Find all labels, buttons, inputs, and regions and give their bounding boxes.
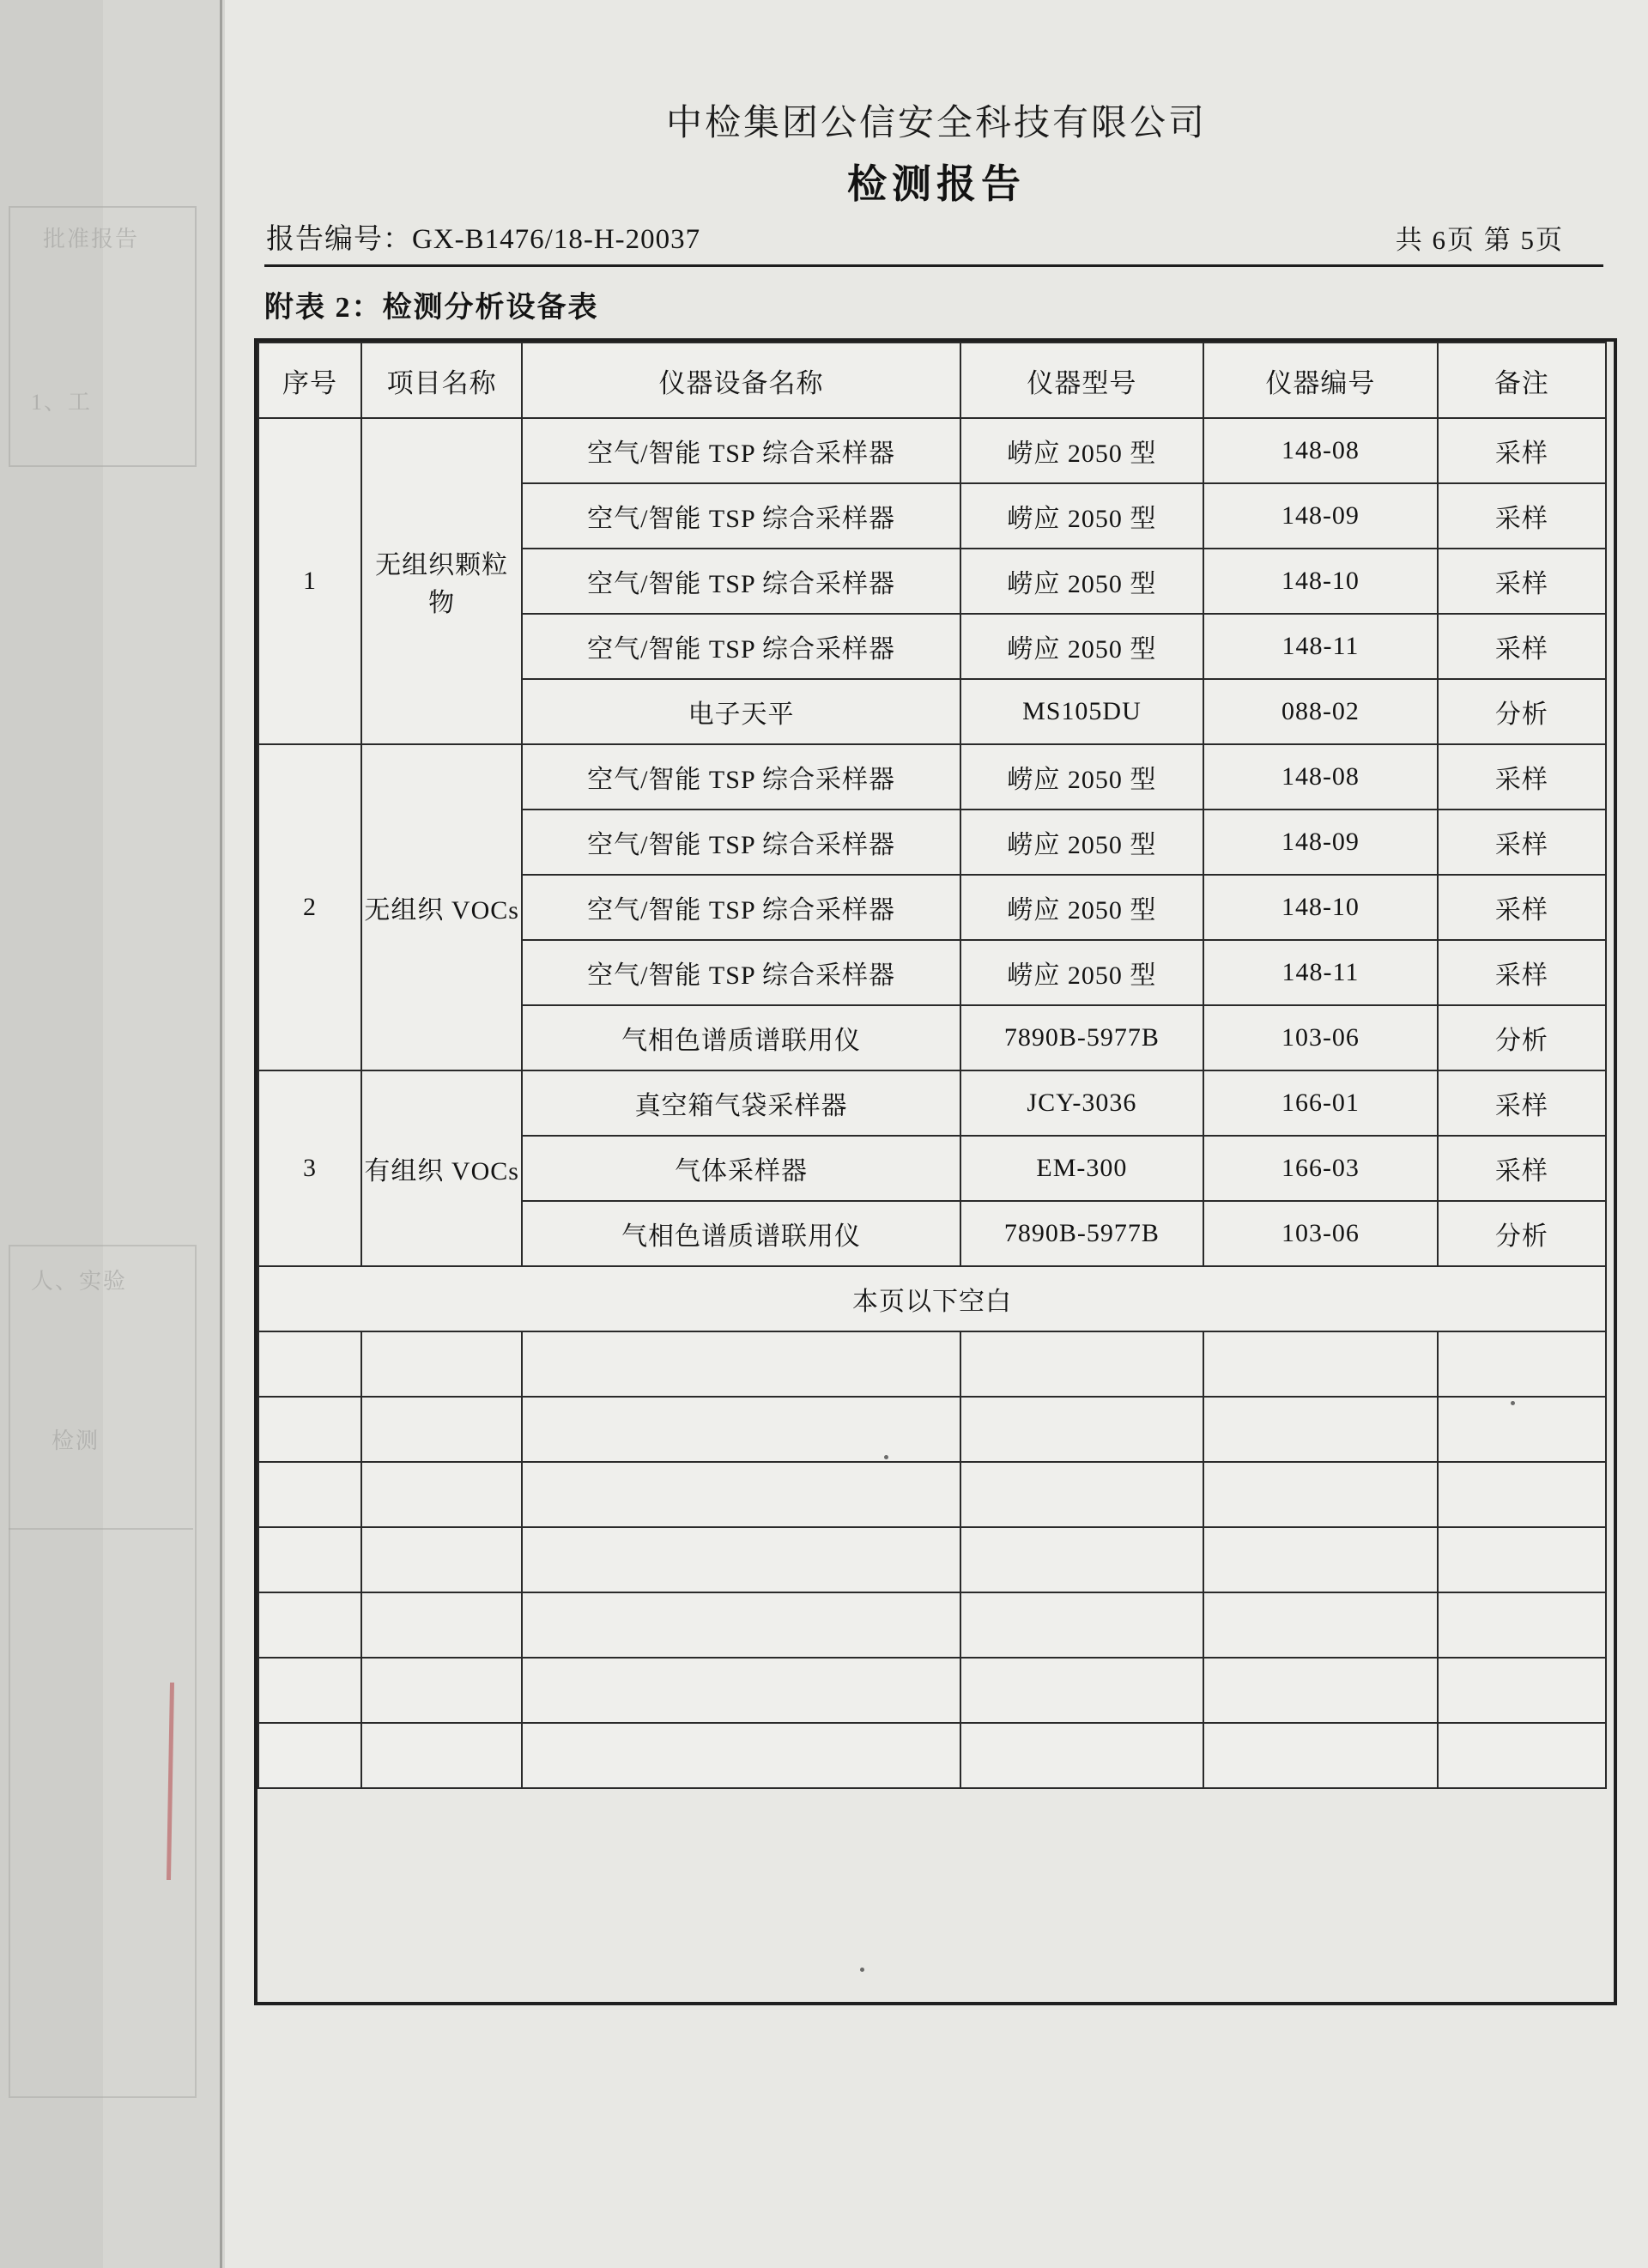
empty-cell bbox=[1203, 1592, 1438, 1658]
cell-remark: 采样 bbox=[1438, 744, 1606, 810]
cell-instrument-model: JCY-3036 bbox=[960, 1070, 1203, 1136]
cell-instrument-no: 166-01 bbox=[1203, 1070, 1438, 1136]
cell-instrument-name: 电子天平 bbox=[522, 679, 960, 744]
cell-instrument-model: 崂应 2050 型 bbox=[960, 744, 1203, 810]
equipment-table bbox=[258, 342, 1607, 1789]
page-counter: 共 6页 第 5页 bbox=[1395, 225, 1564, 255]
cell-instrument-no: 148-09 bbox=[1203, 483, 1438, 549]
cell-remark: 采样 bbox=[1438, 483, 1606, 549]
cell-instrument-model: 崂应 2050 型 bbox=[960, 940, 1203, 1005]
cell-instrument-model: 7890B-5977B bbox=[960, 1201, 1203, 1266]
header-instrument-no: 仪器编号 bbox=[1203, 343, 1438, 418]
empty-cell bbox=[522, 1331, 960, 1397]
empty-cell bbox=[258, 1462, 361, 1527]
cell-project: 无组织颗粒物 bbox=[361, 418, 523, 744]
table-body bbox=[258, 418, 1606, 1788]
cell-instrument-name: 空气/智能 TSP 综合采样器 bbox=[522, 614, 960, 679]
cell-instrument-model: 崂应 2050 型 bbox=[960, 549, 1203, 614]
cell-seq: 2 bbox=[258, 744, 361, 1070]
cell-instrument-name: 气相色谱质谱联用仪 bbox=[522, 1005, 960, 1070]
empty-cell bbox=[361, 1397, 523, 1462]
header-seq: 序号 bbox=[258, 343, 361, 418]
empty-cell bbox=[522, 1592, 960, 1658]
cell-instrument-no: 148-08 bbox=[1203, 418, 1438, 483]
empty-cell bbox=[258, 1592, 361, 1658]
table-row bbox=[258, 744, 1606, 810]
empty-cell bbox=[960, 1723, 1203, 1788]
cell-instrument-name: 气体采样器 bbox=[522, 1136, 960, 1201]
cell-instrument-name: 空气/智能 TSP 综合采样器 bbox=[522, 744, 960, 810]
cell-instrument-model: 崂应 2050 型 bbox=[960, 875, 1203, 940]
bleed-note-2: 人、实验 bbox=[31, 1269, 128, 1294]
empty-cell bbox=[1203, 1658, 1438, 1723]
cell-instrument-model: 崂应 2050 型 bbox=[960, 810, 1203, 875]
cell-instrument-name: 空气/智能 TSP 综合采样器 bbox=[522, 940, 960, 1005]
blank-notice-text: 本页以下空白 bbox=[258, 1266, 1606, 1331]
cell-remark: 分析 bbox=[1438, 1201, 1606, 1266]
empty-row bbox=[258, 1527, 1606, 1592]
empty-cell bbox=[960, 1397, 1203, 1462]
header-instrument-name: 仪器设备名称 bbox=[522, 343, 960, 418]
empty-cell bbox=[960, 1331, 1203, 1397]
empty-cell bbox=[1203, 1397, 1438, 1462]
empty-row bbox=[258, 1397, 1606, 1462]
cell-instrument-name: 空气/智能 TSP 综合采样器 bbox=[522, 549, 960, 614]
cell-remark: 分析 bbox=[1438, 679, 1606, 744]
empty-cell bbox=[1438, 1592, 1606, 1658]
cell-instrument-name: 空气/智能 TSP 综合采样器 bbox=[522, 875, 960, 940]
header-divider bbox=[264, 264, 1603, 267]
cell-instrument-model: 崂应 2050 型 bbox=[960, 483, 1203, 549]
cell-remark: 采样 bbox=[1438, 810, 1606, 875]
cell-instrument-model: EM-300 bbox=[960, 1136, 1203, 1201]
empty-cell bbox=[258, 1397, 361, 1462]
empty-cell bbox=[522, 1462, 960, 1527]
cell-instrument-no: 148-10 bbox=[1203, 875, 1438, 940]
empty-cell bbox=[1438, 1397, 1606, 1462]
empty-cell bbox=[522, 1658, 960, 1723]
table-caption: 附表 2：检测分析设备表 bbox=[264, 292, 599, 324]
empty-cell bbox=[1203, 1527, 1438, 1592]
empty-cell bbox=[258, 1331, 361, 1397]
cell-remark: 采样 bbox=[1438, 875, 1606, 940]
cell-instrument-no: 088-02 bbox=[1203, 679, 1438, 744]
blank-notice-row bbox=[258, 1266, 1606, 1331]
empty-row bbox=[258, 1331, 1606, 1397]
cell-instrument-no: 103-06 bbox=[1203, 1005, 1438, 1070]
cell-instrument-no: 103-06 bbox=[1203, 1201, 1438, 1266]
empty-cell bbox=[258, 1723, 361, 1788]
cell-instrument-no: 148-11 bbox=[1203, 940, 1438, 1005]
empty-cell bbox=[522, 1527, 960, 1592]
bleed-note-3: 检测 bbox=[52, 1428, 100, 1453]
report-number-value: GX-B1476/18-H-20037 bbox=[412, 224, 701, 255]
cell-seq: 1 bbox=[258, 418, 361, 744]
cell-remark: 采样 bbox=[1438, 1136, 1606, 1201]
empty-cell bbox=[960, 1658, 1203, 1723]
cell-remark: 采样 bbox=[1438, 1070, 1606, 1136]
empty-cell bbox=[1203, 1462, 1438, 1527]
table-header-row bbox=[258, 343, 1606, 418]
cell-instrument-no: 148-11 bbox=[1203, 614, 1438, 679]
empty-cell bbox=[960, 1592, 1203, 1658]
cell-instrument-no: 166-03 bbox=[1203, 1136, 1438, 1201]
empty-cell bbox=[361, 1462, 523, 1527]
document-body bbox=[225, 0, 1648, 2268]
bleed-note-1: 1、工 bbox=[31, 390, 93, 415]
empty-cell bbox=[1438, 1723, 1606, 1788]
table-row bbox=[258, 1070, 1606, 1136]
report-number-label: 报告编号： bbox=[266, 224, 412, 255]
empty-cell bbox=[1438, 1527, 1606, 1592]
empty-row bbox=[258, 1592, 1606, 1658]
empty-cell bbox=[960, 1527, 1203, 1592]
header-project: 项目名称 bbox=[361, 343, 523, 418]
empty-cell bbox=[361, 1723, 523, 1788]
cell-seq: 3 bbox=[258, 1070, 361, 1266]
empty-cell bbox=[522, 1723, 960, 1788]
header-remark: 备注 bbox=[1438, 343, 1606, 418]
empty-cell bbox=[361, 1658, 523, 1723]
cell-instrument-name: 空气/智能 TSP 综合采样器 bbox=[522, 418, 960, 483]
cell-project: 有组织 VOCs bbox=[361, 1070, 523, 1266]
cell-remark: 采样 bbox=[1438, 940, 1606, 1005]
empty-cell bbox=[1438, 1331, 1606, 1397]
scan-speck-3 bbox=[860, 1968, 864, 1972]
cell-instrument-model: 崂应 2050 型 bbox=[960, 614, 1203, 679]
cell-instrument-no: 148-08 bbox=[1203, 744, 1438, 810]
cell-instrument-model: 7890B-5977B bbox=[960, 1005, 1203, 1070]
report-number bbox=[266, 216, 700, 257]
empty-row bbox=[258, 1658, 1606, 1723]
company-name: 中检集团公信安全科技有限公司 bbox=[665, 104, 1207, 143]
cell-instrument-model: 崂应 2050 型 bbox=[960, 418, 1203, 483]
table-row bbox=[258, 418, 1606, 483]
empty-cell bbox=[960, 1462, 1203, 1527]
cell-remark: 采样 bbox=[1438, 614, 1606, 679]
empty-cell bbox=[361, 1592, 523, 1658]
empty-cell bbox=[361, 1331, 523, 1397]
table-header bbox=[258, 343, 1606, 418]
empty-cell bbox=[258, 1658, 361, 1723]
cell-instrument-no: 148-10 bbox=[1203, 549, 1438, 614]
empty-cell bbox=[1438, 1462, 1606, 1527]
header-instrument-model: 仪器型号 bbox=[960, 343, 1203, 418]
cell-project: 无组织 VOCs bbox=[361, 744, 523, 1070]
bleed-note-0: 批准报告 bbox=[43, 227, 140, 252]
empty-cell bbox=[522, 1397, 960, 1462]
cell-instrument-name: 空气/智能 TSP 综合采样器 bbox=[522, 483, 960, 549]
cell-remark: 采样 bbox=[1438, 418, 1606, 483]
empty-cell bbox=[1203, 1723, 1438, 1788]
empty-row bbox=[258, 1723, 1606, 1788]
empty-cell bbox=[361, 1527, 523, 1592]
cell-remark: 分析 bbox=[1438, 1005, 1606, 1070]
empty-cell bbox=[1438, 1658, 1606, 1723]
empty-cell bbox=[1203, 1331, 1438, 1397]
cell-instrument-no: 148-09 bbox=[1203, 810, 1438, 875]
empty-cell bbox=[258, 1527, 361, 1592]
scan-speck-1 bbox=[884, 1455, 888, 1459]
page-edge-line bbox=[220, 0, 222, 2268]
empty-row bbox=[258, 1462, 1606, 1527]
cell-instrument-model: MS105DU bbox=[960, 679, 1203, 744]
page-title: 检测报告 bbox=[847, 162, 1026, 206]
scan-speck-2 bbox=[1511, 1401, 1515, 1405]
cell-instrument-name: 空气/智能 TSP 综合采样器 bbox=[522, 810, 960, 875]
cell-instrument-name: 气相色谱质谱联用仪 bbox=[522, 1201, 960, 1266]
cell-instrument-name: 真空箱气袋采样器 bbox=[522, 1070, 960, 1136]
cell-remark: 采样 bbox=[1438, 549, 1606, 614]
